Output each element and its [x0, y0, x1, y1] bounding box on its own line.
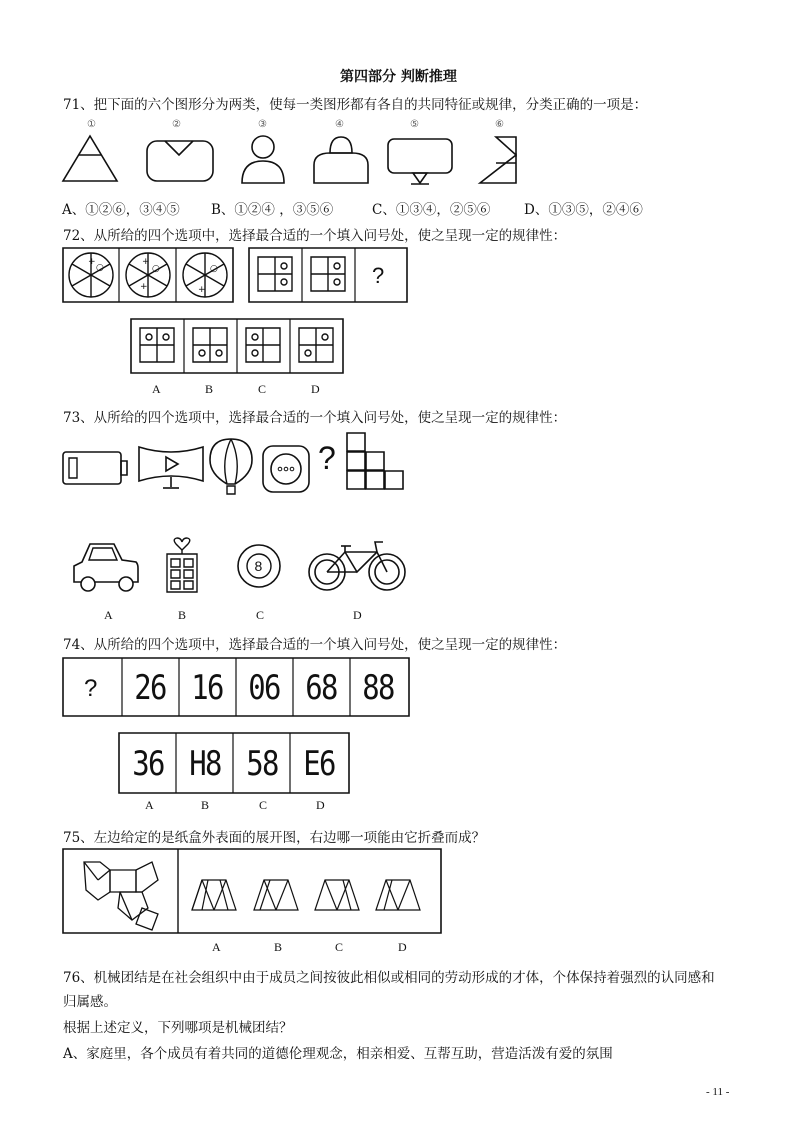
- q74-option-label-d[interactable]: D: [316, 798, 325, 812]
- svg-text:+: +: [142, 257, 150, 267]
- svg-text:○: ○: [210, 264, 218, 274]
- q71-figure-number: ④: [335, 119, 344, 130]
- q74-sequence-digit: 88: [362, 668, 394, 708]
- q76-prompt-line1: 76、机械团结是在社会组织中由于成员之间按彼此相似或相同的劳动形成的才体，个体保持着强烈的认同感和: [63, 970, 715, 986]
- svg-text:+: +: [88, 257, 96, 267]
- q71-figure-number: ③: [258, 119, 267, 130]
- q71-option-b[interactable]: B、①②④ ，③⑤⑥: [211, 202, 334, 218]
- tv-play-icon: [136, 443, 206, 495]
- q74-option-label-b[interactable]: B: [201, 798, 210, 812]
- svg-text:+: +: [140, 282, 148, 292]
- bicycle-icon: [305, 538, 409, 594]
- q72-option-label-d[interactable]: D: [311, 382, 320, 396]
- q73-option-b-figure: [164, 536, 200, 596]
- q75-figure-box: [62, 848, 442, 934]
- socket-icon: [260, 443, 312, 495]
- q71-figure-number: ①: [87, 119, 96, 130]
- q75-option-label-b[interactable]: B: [274, 940, 283, 954]
- q71-option-c[interactable]: C、①③④，②⑤⑥: [372, 202, 491, 218]
- q73-option-label-d[interactable]: D: [353, 608, 362, 622]
- q72-option-label-c[interactable]: C: [258, 382, 267, 396]
- battery-icon: [60, 448, 130, 488]
- q71-option-d[interactable]: D、①③⑤，②④⑥: [524, 202, 643, 218]
- q71-figure-number: ②: [172, 119, 181, 130]
- q74-option-digit-c[interactable]: 58: [246, 744, 278, 784]
- page-number: - 11 -: [706, 1086, 730, 1098]
- q75-option-label-c[interactable]: C: [335, 940, 344, 954]
- q74-sequence-digit: 16: [191, 668, 223, 708]
- q75-prompt: 75、左边给定的是纸盒外表面的展开图，右边哪一项能由它折叠而成？: [63, 830, 486, 846]
- q71-figure-monitor: [385, 136, 455, 188]
- q71-figure-person: [238, 133, 288, 187]
- q76-question: 根据上述定义，下列哪项是机械团结？: [63, 1020, 293, 1036]
- svg-text:+: +: [198, 285, 206, 295]
- q74-option-digit-d[interactable]: E6: [303, 744, 335, 784]
- q74-prompt: 74、从所给的四个选项中，选择最合适的一个填入问号处，使之呈现一定的规律性：: [63, 637, 567, 653]
- svg-text:8: 8: [254, 558, 263, 574]
- section-title: 第四部分 判断推理: [340, 69, 457, 85]
- q75-option-label-a[interactable]: A: [212, 940, 221, 954]
- q71-prompt: 71、把下面的六个图形分为两类，使每一类图形都有各自的共同特征或规律，分类正确的一项是：: [63, 97, 648, 113]
- q72-options-grid: [130, 318, 344, 374]
- q74-sequence-digit: 68: [305, 668, 337, 708]
- q74-option-label-c[interactable]: C: [259, 798, 268, 812]
- q71-option-a[interactable]: A、①②⑥，③④⑤: [62, 202, 180, 218]
- svg-text:○: ○: [96, 263, 104, 273]
- q71-figure-number: ⑤: [410, 119, 419, 130]
- billiard-ball-icon: [235, 542, 283, 590]
- q74-sequence-digit: 06: [248, 668, 280, 708]
- q73-prompt: 73、从所给的四个选项中，选择最合适的一个填入问号处，使之呈现一定的规律性：: [63, 410, 567, 426]
- q71-figure-number: ⑥: [495, 119, 504, 130]
- q72-stem-circles: [62, 247, 234, 303]
- q74-sequence-digit: 26: [134, 668, 166, 708]
- q73-question-mark: ?: [318, 440, 336, 476]
- car-icon: [70, 538, 142, 594]
- q71-figure-flag: [476, 133, 520, 187]
- q71-figure-lock: [310, 133, 372, 187]
- q72-option-label-b[interactable]: B: [205, 382, 214, 396]
- q74-option-label-a[interactable]: A: [145, 798, 154, 812]
- q76-prompt-line2: 归属感。: [63, 994, 117, 1010]
- q73-option-label-b[interactable]: B: [178, 608, 187, 622]
- q73-option-label-a[interactable]: A: [104, 608, 113, 622]
- q74-question-mark: ?: [84, 675, 98, 702]
- q74-option-digit-b[interactable]: H8: [189, 744, 221, 784]
- q72-prompt: 72、从所给的四个选项中，选择最合适的一个填入问号处，使之呈现一定的规律性：: [63, 228, 567, 244]
- q74-option-digit-a[interactable]: 36: [132, 744, 164, 784]
- q76-option-a[interactable]: A、家庭里，各个成员有着共同的道德伦理观念，相亲相爱、互帮互助，营造活泼有爱的氛围: [63, 1046, 613, 1062]
- q72-option-label-a[interactable]: A: [152, 382, 161, 396]
- q72-stem-grids: [248, 247, 408, 303]
- q71-figure-envelope: [145, 137, 215, 185]
- q72-question-mark: ?: [372, 263, 385, 288]
- q73-option-label-c[interactable]: C: [256, 608, 265, 622]
- q73-blocks-figure: [345, 431, 407, 493]
- svg-text:○: ○: [152, 264, 160, 274]
- q71-figure-triangle: [60, 133, 120, 185]
- balloon-icon: [208, 436, 254, 498]
- q75-option-label-d[interactable]: D: [398, 940, 407, 954]
